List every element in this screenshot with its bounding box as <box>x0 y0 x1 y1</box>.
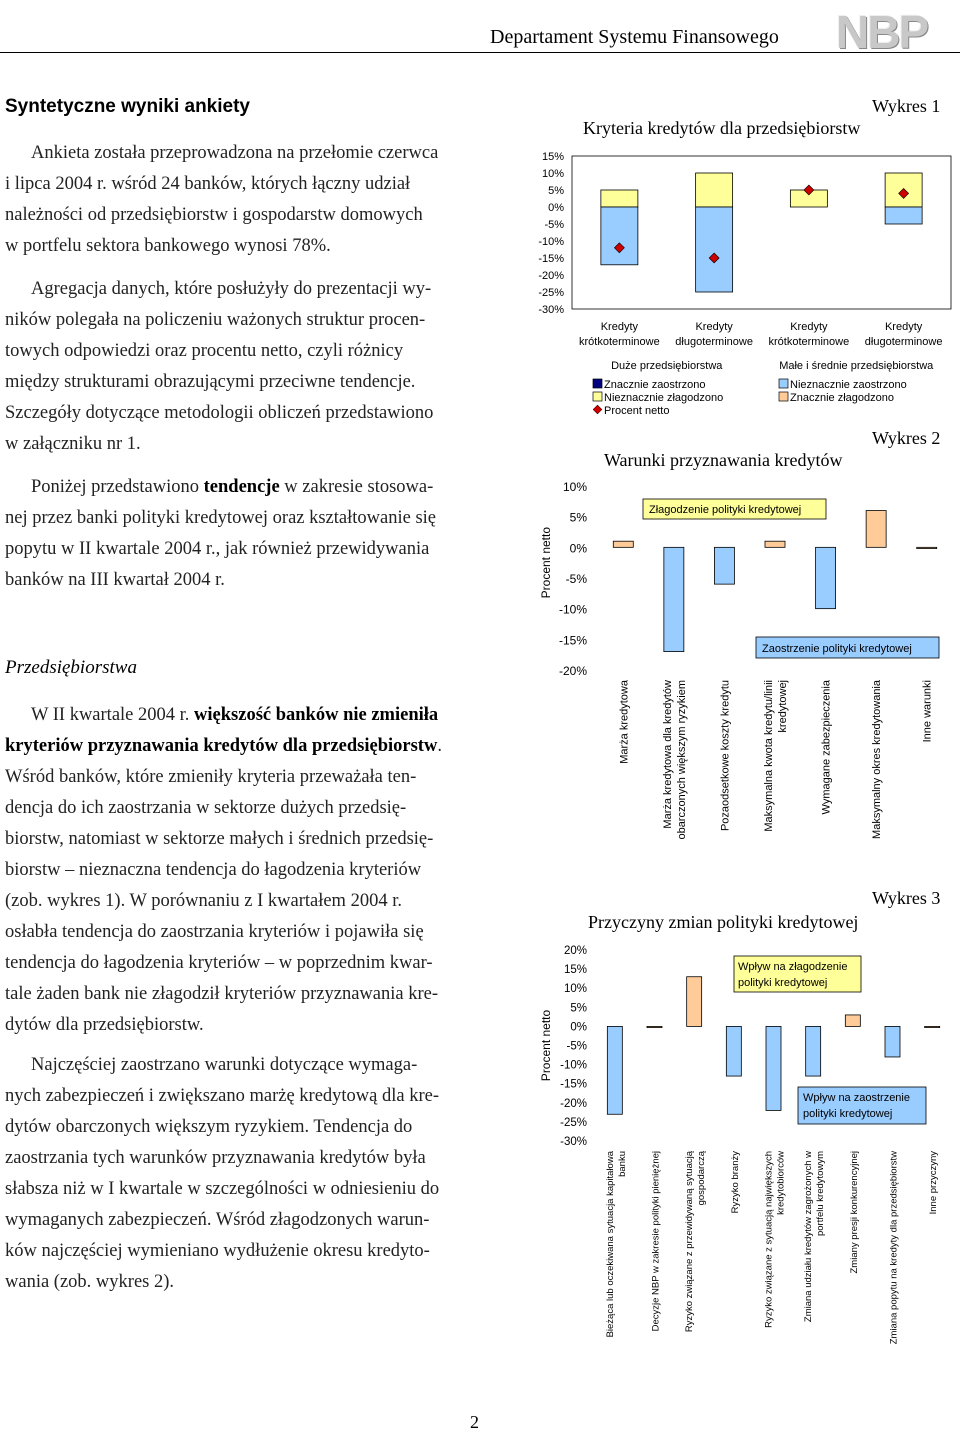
p4-line <box>5 731 490 762</box>
category-label: Kredyty <box>884 321 923 333</box>
y-tick-label: -20% <box>560 1097 587 1110</box>
header-title: Departament Systemu Finansowego <box>490 26 779 48</box>
y-tick-label: 10% <box>562 480 587 494</box>
bar-przyczyna <box>806 1026 821 1076</box>
subheading-przedsiebiorstwa: Przedsiębiorstwa <box>5 657 137 678</box>
bar-przyczyna <box>687 977 702 1027</box>
annotation-zlagodzenie: Złagodzenie polityki kredytowej <box>649 504 802 516</box>
p1-line: w portfelu sektora bankowego wynosi 78%. <box>5 236 331 256</box>
bar-przyczyna <box>766 1026 781 1110</box>
p5-line: wymaganych zabezpieczeń. Wśród złagodzonych warun- <box>5 1210 430 1230</box>
annotation-zaostrzenie: Zaostrzenie polityki kredytowej <box>762 643 912 655</box>
y-tick-label: 5% <box>548 185 564 197</box>
y-tick-label: -20% <box>558 664 587 678</box>
category-label: długoterminowe <box>864 336 943 348</box>
y-tick-label: 5% <box>569 510 587 525</box>
legend-swatch <box>593 392 602 401</box>
y-tick-label: -15% <box>560 1078 587 1091</box>
category-label: Pozaodsetkowe koszty kredytu <box>719 680 732 832</box>
bar-warunek <box>765 541 785 547</box>
bar-warunek <box>664 547 684 651</box>
section-title: Syntetyczne wyniki ankiety <box>5 96 250 117</box>
group-label: Duże przedsiębiorstwa <box>611 360 723 372</box>
p3-text-a: Poniżej przedstawiono <box>31 477 204 497</box>
legend-swatch <box>593 379 602 388</box>
category-label: Bieżąca lub oczekiwana sytuacja kapitałowa <box>604 1151 616 1338</box>
category-label: banku <box>616 1151 628 1177</box>
legend-label: Znacznie złagodzono <box>790 392 894 404</box>
y-tick-label: -15% <box>558 633 587 648</box>
p4-line: biorstw, natomiast w sektorze małych i średnich przedsię- <box>5 829 434 849</box>
category-label: długoterminowe <box>675 336 753 348</box>
p2-line: Szczegóły dotyczące metodologii obliczeń przedstawiono <box>5 403 434 423</box>
legend-swatch <box>593 405 602 414</box>
p4-line: osłabła tendencja do zaostrzania kryteriów i pojawiła się <box>5 922 424 942</box>
p4-text-c: . <box>437 736 442 756</box>
bar-warunek <box>866 511 886 548</box>
paragraph-2 <box>5 274 490 460</box>
p4-line: dencja do ich zaostrzania w sektorze dużych przedsię- <box>5 798 407 818</box>
category-label: Ryzyko związane z przewidywaną sytuacją <box>684 1151 696 1333</box>
p5-line: ków najczęściej wymieniano wydłużenie okresu kredyto- <box>5 1241 430 1261</box>
category-label: portfelu kredytowym <box>815 1151 827 1237</box>
p5-line: słabsza niż w I kwartale w szczególności w odniesieniu do <box>5 1179 440 1199</box>
category-label: Ryzyko związane z sytuacją największych <box>763 1151 775 1328</box>
legend-swatch <box>779 392 788 401</box>
category-label: kredytowej <box>777 680 789 733</box>
category-label: Zmiany presji konkurencyjnej <box>848 1151 860 1274</box>
paragraph-1 <box>5 138 490 262</box>
y-tick-label: 15% <box>541 151 564 163</box>
p4-line: (zob. wykres 1). W porównaniu z I kwartałem 2004 r. <box>5 891 402 911</box>
p2-line: w załączniku nr 1. <box>5 434 141 454</box>
p4-line: tendencja do łagodzenia kryteriów – w poprzednim kwar- <box>5 953 433 973</box>
p4-line: biorstw – nieznaczna tendencja do łagodzenia kryteriów <box>5 860 422 880</box>
wykres3-label: Wykres 3 <box>872 888 941 908</box>
bar-przyczyna <box>647 1026 662 1027</box>
y-tick-label: 5% <box>570 1002 587 1015</box>
y-tick-label: 15% <box>563 964 587 977</box>
y-tick-label: -10% <box>558 602 587 617</box>
bar-nieznacznie-zlagodzono <box>696 173 733 207</box>
y-tick-label: 10% <box>541 168 564 180</box>
y-tick-label: 0% <box>570 1021 587 1034</box>
bar-przyczyna <box>885 1026 900 1057</box>
annotation-zlagodzenie: Wpływ na złagodzenie <box>738 961 848 973</box>
bar-przyczyna <box>726 1026 741 1076</box>
bar-warunek <box>816 547 836 608</box>
p5-line: dytów obarczonych większym ryzykiem. Tendencja do <box>5 1117 413 1137</box>
annotation-zaostrzenie: Wpływ na zaostrzenie <box>803 1092 910 1104</box>
y-tick-label: -5% <box>544 219 564 231</box>
header-divider <box>0 52 960 53</box>
bar-nieznacznie-zaostrzono <box>601 207 638 265</box>
p1-line: należności od przedsiębiorstw i gospodarstw domowych <box>5 205 423 225</box>
bar-warunek <box>714 547 734 584</box>
bar-warunek <box>613 541 633 547</box>
annotation-zlagodzenie: polityki kredytowej <box>738 977 828 989</box>
annotation-zaostrzenie: polityki kredytowej <box>803 1108 893 1120</box>
paragraph-3 <box>5 472 490 596</box>
wykres2-title: Warunki przyznawania kredytów <box>604 450 843 470</box>
category-label: Decyzje NBP w zakresie polityki pieniężnej <box>650 1151 662 1332</box>
category-label: krótkoterminowe <box>768 336 850 348</box>
p1-line: Ankieta została przeprowadzona na przełomie czerwca <box>31 143 439 163</box>
chart-warunki-przyznawania <box>525 472 960 852</box>
category-label: Maksymalna kwota kredytu/linii <box>763 680 775 832</box>
p1-line: i lipca 2004 r. wśród 24 banków, których łączny udział <box>5 174 411 194</box>
legend-swatch <box>779 379 788 388</box>
y-tick-label: -30% <box>560 1136 587 1148</box>
nbp-logo: NBP <box>836 6 928 58</box>
p4-line: Wśród banków, które zmieniły kryteria przeważała ten- <box>5 767 417 787</box>
bar-przyczyna <box>925 1026 940 1027</box>
legend-label: Nieznacznie zaostrzono <box>790 379 907 391</box>
p4-line <box>5 700 490 731</box>
y-tick-label: -25% <box>538 287 564 299</box>
y-tick-label: -30% <box>538 304 564 316</box>
wykres2-label: Wykres 2 <box>872 428 941 448</box>
p4-bold-b: kryteriów przyznawania kredytów dla przedsiębiorstw <box>5 736 438 756</box>
category-label: Inne warunki <box>921 680 934 743</box>
category-label: Marża kredytowa dla kredytów <box>661 680 674 829</box>
y-tick-label: 0% <box>548 202 564 214</box>
category-label: Kredyty <box>790 321 828 333</box>
bar-nieznacznie-zlagodzono <box>601 190 638 207</box>
p4-bold-a: większość banków nie zmieniła <box>194 705 439 725</box>
wykres1-title: Kryteria kredytów dla przedsiębiorstw <box>583 118 861 138</box>
y-tick-label: 0% <box>569 541 587 556</box>
category-label: gospodarczą <box>696 1151 708 1206</box>
bar-warunek <box>917 547 937 548</box>
category-label: Zmiana popytu na kredyty dla przedsiębiorstw <box>888 1151 900 1345</box>
y-tick-label: -25% <box>560 1116 587 1129</box>
group-label: Małe i średnie przedsiębiorstwa <box>779 360 934 372</box>
y-axis-title: Procent netto <box>539 526 553 599</box>
p5-line: wania (zob. wykres 2). <box>5 1272 175 1292</box>
legend-label: Procent netto <box>604 405 670 417</box>
p2-line: ników polegała na policzeniu ważonych struktur procen- <box>5 310 426 330</box>
category-label: Ryzyko branży <box>729 1151 741 1214</box>
p5-line: zaostrzania tych warunków przyznawania kredytów była <box>5 1148 426 1168</box>
y-tick-label: -10% <box>560 1059 587 1072</box>
p5-line: Najczęściej zaostrzano warunki dotyczące wymaga- <box>31 1055 418 1075</box>
category-label: krótkoterminowe <box>579 336 660 348</box>
wykres3-title: Przyczyny zmian polityki kredytowej <box>588 912 859 932</box>
bar-nieznacznie-zaostrzono <box>696 207 733 292</box>
bar-nieznacznie-zaostrzono <box>885 207 922 224</box>
wykres1-label: Wykres 1 <box>872 96 941 116</box>
paragraph-5 <box>5 1050 490 1298</box>
y-tick-label: 20% <box>563 945 587 957</box>
y-tick-label: -5% <box>566 1040 587 1053</box>
y-tick-label: -20% <box>538 270 564 282</box>
chart-kryteria-kredytow <box>525 140 960 430</box>
p3-line: nej przez banki polityki kredytowej oraz kształtowanie się <box>5 508 437 528</box>
p5-line: nych zabezpieczeń i zwiększano marżę kredytową dla kre- <box>5 1086 440 1106</box>
bar-przyczyna <box>607 1026 622 1114</box>
p3-text-c: w zakresie stosowa- <box>279 477 434 497</box>
legend-label: Nieznacznie złagodzono <box>604 392 724 404</box>
y-tick-label: -15% <box>538 253 564 265</box>
y-tick-label: 10% <box>563 983 587 996</box>
category-label: Wymagane zabezpieczenia <box>820 680 833 815</box>
p4-line: dytów dla przedsiębiorstw. <box>5 1015 204 1035</box>
p2-line: między strukturami obrazującymi przeciwne tendencje. <box>5 372 416 392</box>
y-tick-label: -10% <box>538 236 564 248</box>
page-number: 2 <box>470 1412 479 1432</box>
chart-przyczyny-zmian <box>525 935 960 1350</box>
category-label: Kredyty <box>695 321 733 333</box>
category-label: Maksymalny okres kredytowania <box>871 680 884 839</box>
y-tick-label: -5% <box>565 572 587 586</box>
y-axis-title: Procent netto <box>539 1009 553 1082</box>
bar-przyczyna <box>845 1015 860 1026</box>
p3-line: popytu w II kwartale 2004 r., jak również przewidywania <box>5 539 430 559</box>
category-label: obarczonych większym ryzykiem <box>675 680 688 840</box>
paragraph-4 <box>5 700 490 1041</box>
p4-text-a: W II kwartale 2004 r. <box>31 705 195 725</box>
p3-line: banków na III kwartał 2004 r. <box>5 570 225 590</box>
p3-line <box>5 472 490 503</box>
category-label: kredytobiorców <box>775 1151 787 1215</box>
p3-bold: tendencje <box>203 477 280 497</box>
category-label: Kredyty <box>600 321 639 333</box>
legend-label: Znacznie zaostrzono <box>604 379 706 391</box>
category-label: Zmiana udziału kredytów zagrożonych w <box>803 1151 815 1323</box>
p2-line: Agregacja danych, które posłużyły do prezentacji wy- <box>31 279 432 299</box>
p4-line: tale żaden bank nie złagodził kryteriów przyznawania kre- <box>5 984 438 1004</box>
category-label: Inne przyczyny <box>928 1151 940 1215</box>
category-label: Marża kredytowa <box>618 680 631 764</box>
p2-line: towych odpowiedzi oraz procentu netto, czyli różnicy <box>5 341 404 361</box>
